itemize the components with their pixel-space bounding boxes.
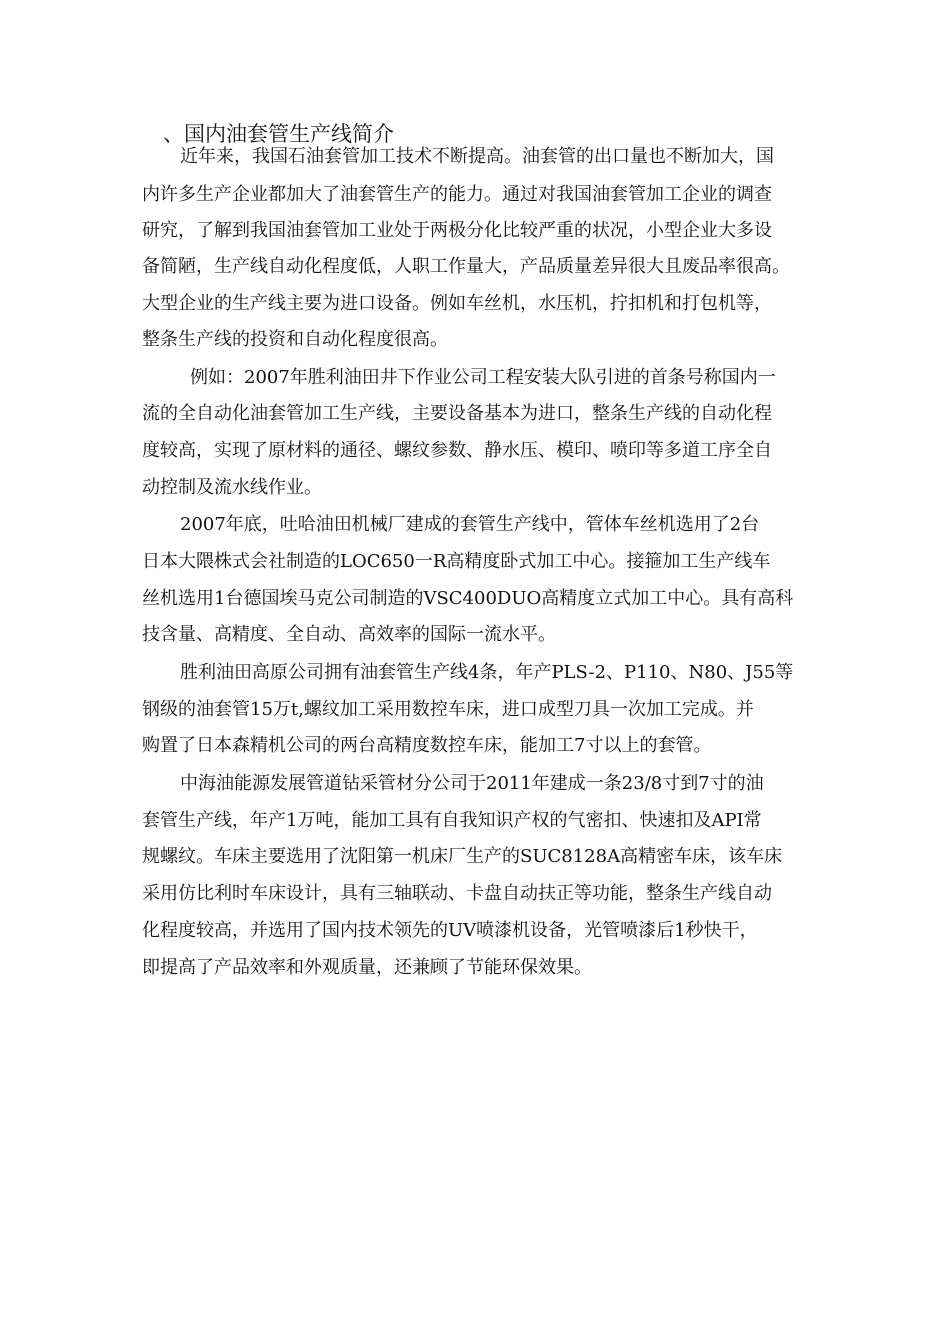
paragraph-1-line-6: 整条生产线的投资和自动化程度很高。 [142,329,448,350]
paragraph-3-line-2: 日本大隈株式会社制造的LOC650一R高精度卧式加工中心。接箍加工生产线车 [142,551,771,572]
paragraph-5-line-1: 中海油能源发展管道钻采管材分公司于2011年建成一条23/8寸到7寸的油 [180,773,764,794]
paragraph-1-line-5: 大型企业的生产线主要为进口设备。例如车丝机，水压机，拧扣机和打包机等， [142,293,772,314]
paragraph-2-line-4: 动控制及流水线作业。 [142,477,322,498]
paragraph-4-line-3: 购置了日本森精机公司的两台高精度数控车床，能加工7寸以上的套管。 [142,735,712,756]
section-heading: 、国内油套管生产线简介 [163,122,394,146]
paragraph-2-line-1: 例如：2007年胜利油田井下作业公司工程安装大队引进的首条号称国内一 [190,367,776,388]
paragraph-1-line-4: 备简陋，生产线自动化程度低，人职工作量大，产品质量差异很大且废品率很高。 [142,256,790,277]
paragraph-5-line-5: 化程度较高，并选用了国内技术领先的UV喷漆机设备，光管喷漆后1秒快干， [142,920,758,941]
paragraph-3-line-1: 2007年底，吐哈油田机械厂建成的套管生产线中，管体车丝机选用了2台 [180,514,760,535]
paragraph-2-line-3: 度较高，实现了原材料的通径、螺纹参数、静水压、模印、喷印等多道工序全自 [142,440,772,461]
paragraph-2-line-2: 流的全自动化油套管加工生产线，主要设备基本为进口，整条生产线的自动化程 [142,403,772,424]
paragraph-3-line-4: 技含量、高精度、全自动、高效率的国际一流水平。 [142,624,556,645]
paragraph-4-line-2: 钢级的油套管15万t,螺纹加工采用数控车床，进口成型刀具一次加工完成。并 [142,699,754,720]
paragraph-5-line-2: 套管生产线，年产1万吨，能加工具有自我知识产权的气密扣、快速扣及API常 [142,810,762,831]
paragraph-5-line-3: 规螺纹。车床主要选用了沈阳第一机床厂生产的SUC8128A高精密车床，该车床 [142,846,783,867]
paragraph-1-line-1: 近年来，我国石油套管加工技术不断提高。油套管的出口量也不断加大，国 [180,146,774,167]
paragraph-4-line-1: 胜利油田高原公司拥有油套管生产线4条，年产PLS-2、P110、N80、J55等 [180,662,794,683]
paragraph-5-line-6: 即提高了产品效率和外观质量，还兼顾了节能环保效果。 [142,957,592,978]
paragraph-1-line-2: 内许多生产企业都加大了油套管生产的能力。通过对我国油套管加工企业的调查 [142,184,772,205]
paragraph-5-line-4: 采用仿比利时车床设计，具有三轴联动、卡盘自动扶正等功能，整条生产线自动 [142,883,772,904]
paragraph-3-line-3: 丝机选用1台德国埃马克公司制造的VSC400DUO高精度立式加工中心。具有高科 [142,588,794,609]
paragraph-1-line-3: 研究，了解到我国油套管加工业处于两极分化比较严重的状况，小型企业大多设 [142,220,772,241]
